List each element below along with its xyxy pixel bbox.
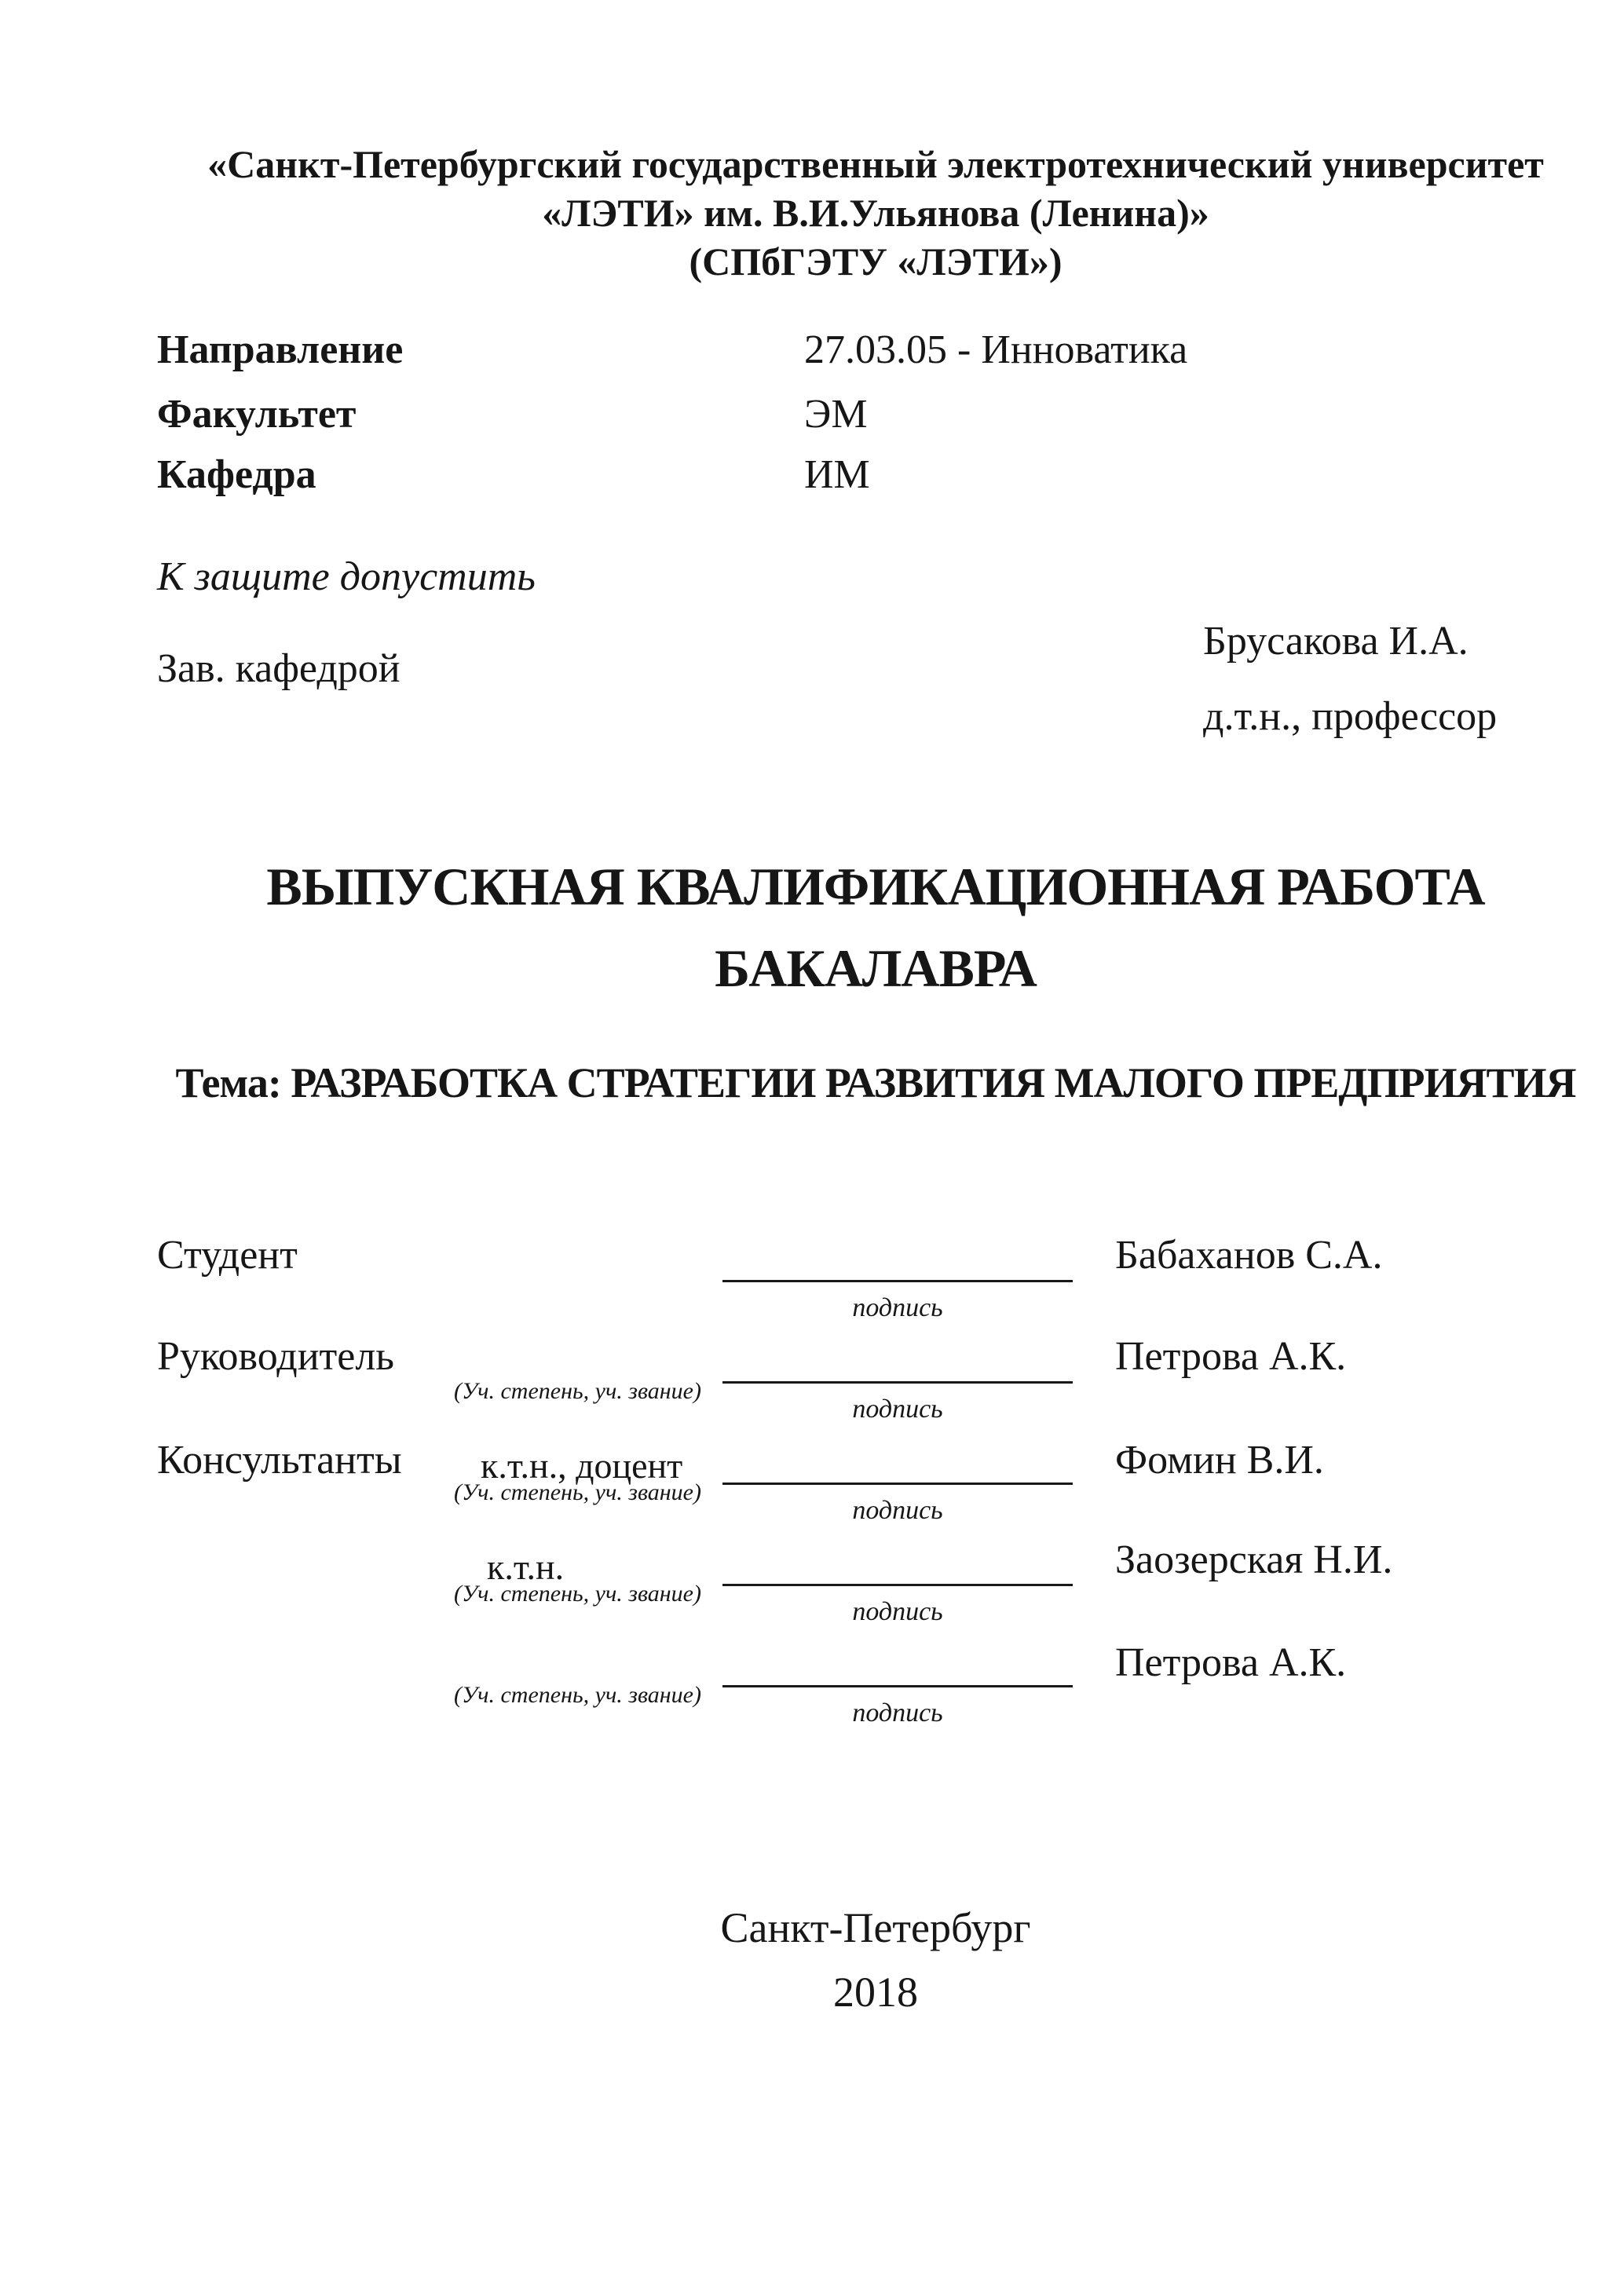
head-of-department-name: Брусакова И.А. (1203, 619, 1469, 664)
work-title-line1: ВЫПУСКНАЯ КВАЛИФИКАЦИОННАЯ РАБОТА (266, 857, 1485, 916)
consultant1-degree: к.т.н., доцент (481, 1446, 683, 1486)
work-title-line2: БАКАЛАВРА (715, 938, 1037, 998)
department-label: Кафедра (157, 452, 316, 497)
supervisor-label: Руководитель (157, 1334, 394, 1379)
faculty-label: Факультет (157, 392, 357, 437)
degree-caption: (Уч. степень, уч. звание) (454, 1581, 701, 1607)
university-abbreviation: (СПбГЭТУ «ЛЭТИ») (689, 239, 1063, 283)
degree-caption: (Уч. степень, уч. звание) (454, 1479, 701, 1505)
consultant1-name: Фомин В.И. (1115, 1438, 1324, 1483)
student-label: Студент (157, 1233, 298, 1278)
direction-value: 27.03.05 - Инноватика (804, 327, 1188, 372)
signature-caption: подпись (852, 1293, 943, 1322)
signature-caption: подпись (852, 1395, 943, 1424)
supervisor-name: Петрова А.К. (1115, 1334, 1347, 1379)
degree-caption: (Уч. степень, уч. звание) (454, 1378, 701, 1404)
faculty-value: ЭМ (804, 392, 868, 437)
admission-note: К защите допустить (157, 554, 536, 599)
consultant2-degree: к.т.н. (487, 1547, 565, 1587)
head-of-department-label: Зав. кафедрой (157, 646, 401, 691)
student-name: Бабаханов С.А. (1115, 1233, 1383, 1278)
degree-caption: (Уч. степень, уч. звание) (454, 1682, 701, 1708)
city: Санкт-Петербург (720, 1904, 1031, 1951)
head-of-department-degree: д.т.н., профессор (1203, 694, 1498, 739)
department-value: ИМ (804, 452, 870, 497)
consultant3-name: Петрова А.К. (1115, 1640, 1347, 1685)
work-topic: Тема: РАЗРАБОТКА СТРАТЕГИИ РАЗВИТИЯ МАЛОГО ПРЕДПРИЯТИЯ (175, 1059, 1576, 1106)
year: 2018 (833, 1969, 918, 2016)
consultant2-name: Заозерская Н.И. (1115, 1537, 1393, 1582)
signature-line (722, 1685, 1073, 1687)
signature-line (722, 1483, 1073, 1485)
signature-caption: подпись (852, 1496, 943, 1525)
university-name-line2: «ЛЭТИ» им. В.И.Ульянова (Ленина)» (542, 191, 1209, 235)
consultants-label: Консультанты (157, 1438, 402, 1483)
signature-line (722, 1280, 1073, 1282)
university-header (157, 140, 1594, 286)
direction-label: Направление (157, 327, 404, 372)
university-name-line1: «Санкт-Петербургский государственный электротехнический университет (207, 142, 1544, 186)
signature-caption: подпись (852, 1597, 943, 1626)
signature-caption: подпись (852, 1698, 943, 1727)
signature-line (722, 1584, 1073, 1586)
signature-line (722, 1381, 1073, 1384)
